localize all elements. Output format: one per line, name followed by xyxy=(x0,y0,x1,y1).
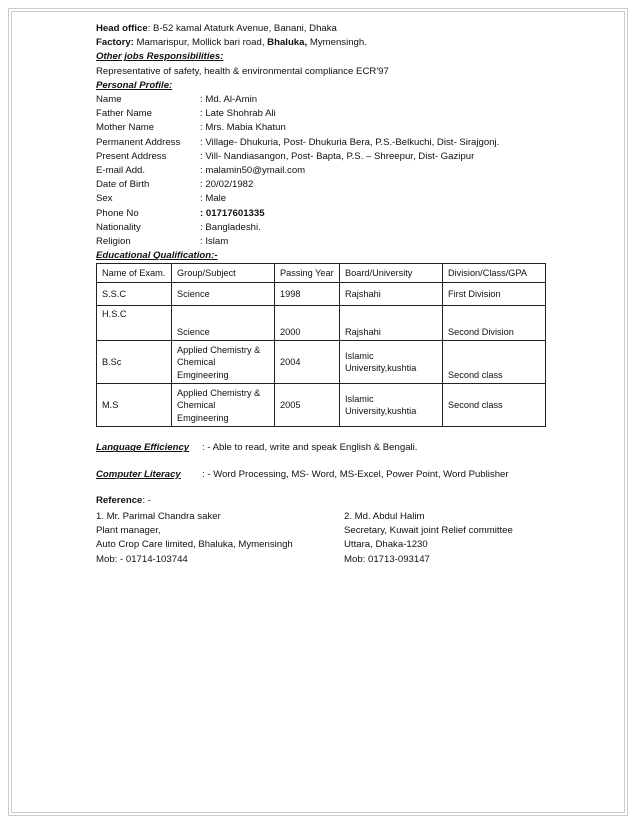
reference-line: 2. Md. Abdul Halim xyxy=(344,511,425,523)
reference-line: Auto Crop Care limited, Bhaluka, Mymensingh xyxy=(96,539,293,551)
table-row xyxy=(97,306,546,341)
table-cell: First Division xyxy=(443,283,546,306)
factory-value-end: Mymensingh. xyxy=(307,37,367,49)
resume-page xyxy=(96,22,556,567)
table-cell: Applied Chemistry & Chemical Emgineering xyxy=(172,341,275,384)
table-cell: Second Division xyxy=(443,306,546,341)
factory-bhaluka: Bhaluka, xyxy=(267,37,308,49)
table-cell: M.S xyxy=(97,384,172,427)
profile-label: Religion xyxy=(96,236,131,248)
head-office-value: : B-52 kamal Ataturk Avenue, Banani, Dhaka xyxy=(147,23,337,34)
profile-row xyxy=(96,207,556,221)
table-cell: Second class xyxy=(443,341,546,384)
reference-line: Mob: 01713-093147 xyxy=(344,553,430,565)
table-header-cell: Division/Class/GPA xyxy=(443,264,546,283)
reference-line: 1. Mr. Parimal Chandra saker xyxy=(96,511,221,523)
personal-profile-list xyxy=(96,93,556,249)
profile-row xyxy=(96,178,556,192)
reference-1 xyxy=(96,510,344,567)
profile-row xyxy=(96,150,556,164)
table-header-cell: Passing Year xyxy=(275,264,340,283)
computer-value: : - Word Processing, MS- Word, MS-Excel, Power Point, Word Publisher xyxy=(202,468,509,480)
other-jobs-text: Representative of safety, health & environmental compliance ECR'97 xyxy=(96,65,389,77)
language-label: Language Efficiency xyxy=(96,442,190,454)
other-jobs-title: Other jobs Responsibilities: xyxy=(96,51,224,63)
table-cell: Islamic University,kushtia xyxy=(340,384,443,427)
table-cell: B.Sc xyxy=(97,341,172,384)
profile-label: Name xyxy=(96,94,122,106)
head-office-label: Head office xyxy=(96,23,148,34)
table-header-row xyxy=(97,264,546,283)
table-cell: Science xyxy=(172,306,275,341)
computer-label: Computer Literacy xyxy=(96,468,181,480)
profile-label: Phone No xyxy=(96,207,139,219)
profile-value: : malamin50@ymail.com xyxy=(200,165,306,177)
table-cell: Islamic University,kushtia xyxy=(340,341,443,384)
factory-line xyxy=(96,36,556,50)
education-table xyxy=(96,263,546,427)
profile-row xyxy=(96,164,556,178)
profile-label: Nationality xyxy=(96,221,141,233)
reference-line: Plant manager, xyxy=(96,525,161,537)
profile-value: : Md. Al-Amin xyxy=(200,94,258,106)
factory-label: Factory: xyxy=(96,37,134,49)
table-row xyxy=(97,283,546,306)
profile-label: E-mail Add. xyxy=(96,165,146,177)
profile-label: Date of Birth xyxy=(96,179,150,191)
profile-row xyxy=(96,93,556,107)
profile-value: : Mrs. Mabia Khatun xyxy=(200,122,286,134)
profile-label: Father Name xyxy=(96,108,152,120)
profile-row xyxy=(96,136,556,150)
profile-value: : Late Shohrab Ali xyxy=(200,108,276,120)
table-cell: H.S.C xyxy=(97,306,172,341)
language-efficiency xyxy=(96,441,556,455)
factory-value: Mamarispur, Mollick bari road, xyxy=(133,37,268,49)
table-cell: Second class xyxy=(443,384,546,427)
table-row xyxy=(97,341,546,384)
language-value: : - Able to read, write and speak English & Bengali. xyxy=(202,442,418,454)
profile-row xyxy=(96,235,556,249)
table-header-cell: Board/University xyxy=(340,264,443,283)
reference-heading xyxy=(96,494,556,508)
profile-label: Sex xyxy=(96,193,113,205)
computer-literacy xyxy=(96,468,556,482)
table-cell: 1998 xyxy=(275,283,340,306)
reference-2 xyxy=(344,510,513,567)
table-cell: Rajshahi xyxy=(340,283,443,306)
table-cell: 2005 xyxy=(275,384,340,427)
profile-label: Mother Name xyxy=(96,122,155,134)
table-header-cell: Name of Exam. xyxy=(97,264,172,283)
profile-value: : 20/02/1982 xyxy=(200,179,254,191)
table-cell: S.S.C xyxy=(97,283,172,306)
profile-row xyxy=(96,107,556,121)
profile-label: Present Address xyxy=(96,150,167,162)
profile-label: Permanent Address xyxy=(96,136,181,148)
profile-value: : Vill- Nandiasangon, Post- Bapta, P.S. – Shreepur, Dist- Gazipur xyxy=(200,150,475,162)
table-cell: 2000 xyxy=(275,306,340,341)
profile-row xyxy=(96,221,556,235)
profile-value: : Village- Dhukuria, Post- Dhukuria Bera, P.S.-Belkuchi, Dist- Sirajgonj. xyxy=(200,136,500,148)
profile-value: : Bangladeshi. xyxy=(200,221,261,233)
reference-line: Mob: - 01714-103744 xyxy=(96,553,188,565)
education-title: Educational Qualification:- xyxy=(96,250,218,262)
head-office-line xyxy=(96,22,556,36)
reference-suffix: : - xyxy=(142,494,151,506)
table-cell: 2004 xyxy=(275,341,340,384)
profile-row xyxy=(96,192,556,206)
profile-row xyxy=(96,121,556,135)
profile-value: : 01717601335 xyxy=(200,207,265,219)
reference-list xyxy=(96,510,556,567)
reference-line: Secretary, Kuwait joint Relief committee xyxy=(344,525,513,537)
table-header-cell: Group/Subject xyxy=(172,264,275,283)
table-cell: Science xyxy=(172,283,275,306)
personal-profile-title: Personal Profile: xyxy=(96,79,173,91)
table-cell: Applied Chemistry & Chemical Emgineering xyxy=(172,384,275,427)
reference-label: Reference xyxy=(96,494,143,506)
reference-line: Uttara, Dhaka-1230 xyxy=(344,539,428,551)
table-row xyxy=(97,384,546,427)
profile-value: : Male xyxy=(200,193,227,205)
profile-value: : Islam xyxy=(200,236,229,248)
table-cell: Rajshahi xyxy=(340,306,443,341)
